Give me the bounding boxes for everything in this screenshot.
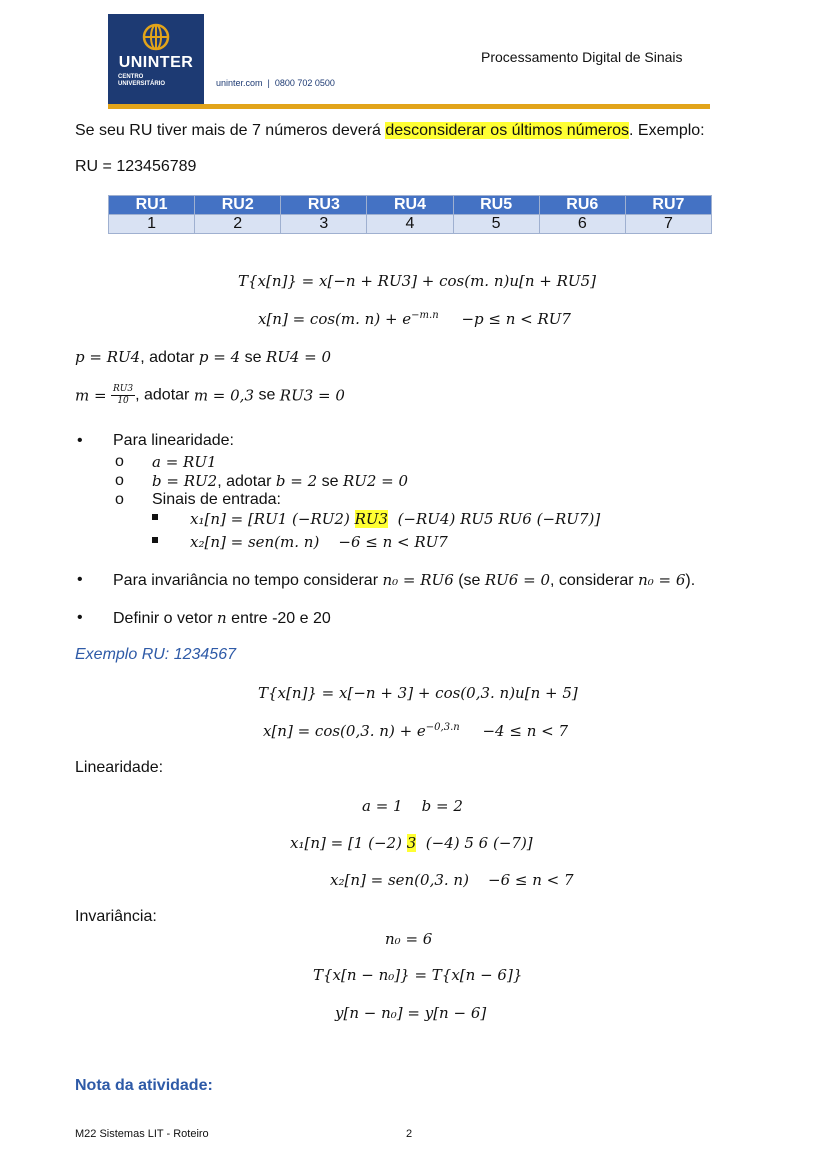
example-title: Exemplo RU: 1234567 bbox=[75, 646, 236, 663]
ru-value-cell: 2 bbox=[195, 215, 281, 234]
invariance-label: Invariância: bbox=[75, 908, 157, 925]
invariance-n0: n₀ = RU6 bbox=[382, 571, 454, 589]
ru-table bbox=[108, 195, 712, 234]
example-x2: x₂[n] = sen(0,3. n) −6 ≤ n < 7 bbox=[330, 871, 574, 889]
b-adopt: , adotar bbox=[217, 473, 276, 490]
p-alt: p = 4 bbox=[198, 348, 241, 366]
invariance-n0-alt: n₀ = 6 bbox=[638, 571, 686, 589]
logo-name: UNINTER bbox=[118, 54, 194, 71]
ru-header-cell: RU7 bbox=[625, 196, 711, 215]
x1-pre: x₁[n] = [RU1 (−RU2) bbox=[190, 510, 355, 528]
site-contact: uninter.com | 0800 702 0500 bbox=[216, 78, 335, 88]
invariance-pre: Para invariância no tempo considerar bbox=[113, 572, 383, 589]
m-denominator: 10 bbox=[117, 396, 129, 406]
footer-page-number: 2 bbox=[406, 1128, 413, 1140]
ru-header-cell: RU2 bbox=[195, 196, 281, 215]
b-alt: b = 2 bbox=[275, 472, 318, 490]
bullet-dot: • bbox=[77, 432, 83, 449]
x1-definition bbox=[190, 510, 600, 528]
m-numerator: RU3 bbox=[113, 384, 134, 394]
ru-table-header-row bbox=[109, 196, 712, 215]
ru-value-cell: 4 bbox=[367, 215, 453, 234]
square-bullet bbox=[152, 537, 158, 543]
uninter-logo bbox=[108, 14, 204, 106]
p-se: se bbox=[240, 349, 266, 366]
footer-left: M22 Sistemas LIT - Roteiro bbox=[75, 1128, 209, 1140]
example-signal-range: −4 ≤ n < 7 bbox=[482, 722, 569, 740]
invariance-post: ). bbox=[685, 572, 696, 589]
system-equation: T{x[n]} = x[−n + RU3] + cos(m. n)u[n + RU5] bbox=[238, 272, 596, 290]
header-title: Processamento Digital de Sinais bbox=[481, 49, 683, 65]
m-lhs: m = bbox=[75, 386, 107, 405]
inputs-title: Sinais de entrada: bbox=[152, 491, 281, 508]
signal-equation bbox=[258, 310, 571, 328]
ru-value-cell: 5 bbox=[453, 215, 539, 234]
invariance-line bbox=[113, 571, 695, 590]
example-shift-output: y[n − n₀] = y[n − 6] bbox=[335, 1004, 487, 1022]
x1-post: (−RU4) RU5 RU6 (−RU7)] bbox=[388, 510, 601, 528]
b-cond: RU2 = 0 bbox=[342, 472, 409, 490]
m-adopt: , adotar bbox=[135, 386, 194, 404]
b-se: se bbox=[317, 473, 343, 490]
intro-text: Se seu RU tiver mais de 7 números deverá bbox=[75, 122, 386, 139]
m-cond: RU3 = 0 bbox=[279, 386, 345, 405]
signal-exponent: −m.n bbox=[411, 310, 439, 321]
x2-definition: x₂[n] = sen(m. n) −6 ≤ n < RU7 bbox=[190, 533, 448, 551]
example-system: T{x[n]} = x[−n + 3] + cos(0,3. n)u[n + 5] bbox=[258, 684, 578, 702]
linearity-label: Linearidade: bbox=[75, 759, 164, 776]
ru-value-cell: 1 bbox=[109, 215, 195, 234]
example-signal-exponent: −0,3.n bbox=[425, 722, 460, 733]
example-n0: n₀ = 6 bbox=[385, 930, 433, 948]
ru-table-value-row bbox=[109, 215, 712, 234]
ru-example: RU = 123456789 bbox=[75, 158, 197, 175]
p-def: p = RU4 bbox=[75, 348, 141, 366]
signal-expr: x[n] = cos(m. n) + e bbox=[258, 310, 412, 328]
invariance-mid: (se bbox=[453, 572, 485, 589]
a-definition: a = RU1 bbox=[152, 453, 217, 471]
example-x1-highlight: 3 bbox=[406, 834, 417, 852]
sub-bullet: o bbox=[115, 453, 124, 470]
square-bullet bbox=[152, 514, 158, 520]
ru-header-cell: RU4 bbox=[367, 196, 453, 215]
example-signal bbox=[263, 722, 568, 740]
example-x1 bbox=[290, 834, 533, 852]
ru-header-cell: RU5 bbox=[453, 196, 539, 215]
example-signal-expr: x[n] = cos(0,3. n) + e bbox=[263, 722, 426, 740]
linearity-title: Para linearidade: bbox=[113, 432, 234, 449]
invariance-mid2: , considerar bbox=[550, 572, 639, 589]
globe-icon bbox=[138, 22, 174, 52]
ru-value-cell: 3 bbox=[281, 215, 367, 234]
ru-header-cell: RU6 bbox=[539, 196, 625, 215]
sub-bullet: o bbox=[115, 472, 124, 489]
m-se: se bbox=[254, 386, 280, 404]
vector-pre: Definir o vetor bbox=[113, 610, 218, 627]
p-definition bbox=[75, 348, 331, 367]
p-adopt: , adotar bbox=[140, 349, 199, 366]
p-cond: RU4 = 0 bbox=[265, 348, 332, 366]
sub-bullet: o bbox=[115, 491, 124, 508]
vector-n: n bbox=[217, 609, 227, 627]
header-rule bbox=[108, 104, 710, 109]
ru-value-cell: 6 bbox=[539, 215, 625, 234]
bullet-dot: • bbox=[77, 571, 83, 588]
intro-text-end: . Exemplo: bbox=[629, 122, 705, 139]
ru-value-cell: 7 bbox=[625, 215, 711, 234]
example-shift-system: T{x[n − n₀]} = T{x[n − 6]} bbox=[313, 966, 523, 984]
b-definition bbox=[152, 472, 408, 491]
signal-range: −p ≤ n < RU7 bbox=[461, 310, 571, 328]
nota-heading: Nota da atividade: bbox=[75, 1077, 213, 1094]
m-alt: m = 0,3 bbox=[193, 386, 254, 405]
vector-post: entre -20 e 20 bbox=[226, 610, 331, 627]
m-definition bbox=[75, 384, 345, 414]
intro-paragraph bbox=[75, 122, 705, 140]
m-fraction bbox=[111, 384, 135, 407]
b-def: b = RU2 bbox=[152, 472, 218, 490]
bullet-dot: • bbox=[77, 609, 83, 626]
example-x1-pre: x₁[n] = [1 (−2) bbox=[290, 834, 407, 852]
intro-highlight: desconsiderar os últimos números bbox=[385, 122, 630, 139]
ru-header-cell: RU1 bbox=[109, 196, 195, 215]
example-ab: a = 1 b = 2 bbox=[362, 797, 463, 815]
x1-highlight: RU3 bbox=[354, 510, 389, 528]
invariance-cond: RU6 = 0 bbox=[484, 571, 551, 589]
ru-header-cell: RU3 bbox=[281, 196, 367, 215]
logo-subtitle: CENTRO UNIVERSITÁRIO bbox=[118, 74, 166, 87]
vector-line bbox=[113, 609, 331, 628]
example-x1-post: (−4) 5 6 (−7)] bbox=[416, 834, 533, 852]
